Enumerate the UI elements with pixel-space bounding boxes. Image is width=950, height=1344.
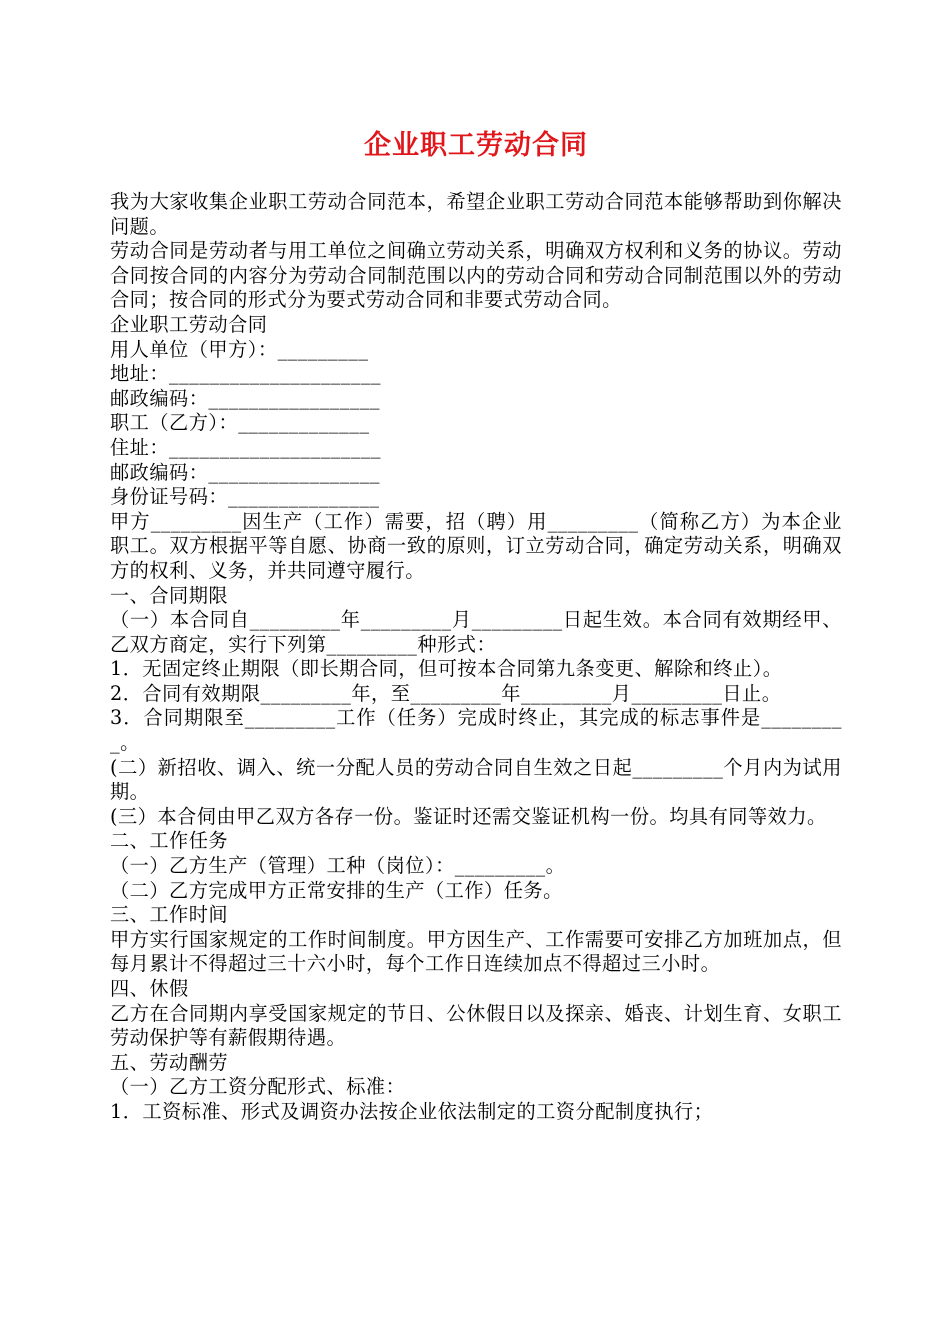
term-clause-3: (三）本合伺由甲乙双方各存一份。鉴证时还需交鉴证机构一份。均具有同等效力。 xyxy=(110,804,827,828)
section-heading-term: 一、合同期限 xyxy=(110,583,229,607)
term-option-1: 1．无固定终止期限（即长期合同，但可按本合同第九条变更、解除和终止）。 xyxy=(110,657,783,681)
section-heading-hours: 三、工作时间 xyxy=(110,903,229,927)
term-clause-1: （一）本合同自_________年_________月_________日起生效。本合同有效期经甲、乙双方商定，实行下列第_________种形式： xyxy=(110,608,842,656)
preamble-paragraph: 甲方_________因生产（工作）需要，招（聘）用_________（简称乙方）为本企业职工。双方根据平等自愿、协商一致的原则，订立劳动合同，确定劳动关系，明确双方的权利、义务，并共同遵守履行。 xyxy=(110,509,842,582)
section-heading-leave: 四、休假 xyxy=(110,977,189,1000)
section-heading-pay: 五、劳动酬劳 xyxy=(110,1050,229,1074)
term-option-3: 3．合同期限至_________工作（任务）完成时终止，其完成的标志事件是_________。 xyxy=(110,706,842,755)
task-clause-2: （二）乙方完成甲方正常安排的生产（工作）任务。 xyxy=(110,878,563,902)
term-clause-2: (二）新招收、调入、统一分配人员的劳动合同自生效之日起_________个月内为试用期。 xyxy=(110,755,842,804)
id-number-field: 身份证号码：_______________ xyxy=(110,485,380,509)
employer-field: 用人单位（甲方）：_________ xyxy=(110,337,369,361)
pay-clause-1: （一）乙方工资分配形式、标准： xyxy=(110,1075,406,1099)
employee-field: 职工（乙方）：_____________ xyxy=(110,411,370,435)
employee-postcode-field: 邮政编码：_________________ xyxy=(110,460,381,484)
hours-paragraph: 甲方实行国家规定的工作时间制度。甲方因生产、工作需要可安排乙方加班加点，但每月累计不得超过三十六小时，每个工作日连续加点不得超过三小时。 xyxy=(110,927,842,976)
term-option-2: 2．合同有效期限_________年，至_________年_________月_________日止。 xyxy=(110,681,782,705)
contract-page xyxy=(110,128,842,1125)
employer-address-field: 地址：_____________________ xyxy=(110,362,382,386)
task-clause-1: （一）乙方生产（管理）工种（岗位）：_________。 xyxy=(110,854,566,878)
section-heading-tasks: 二、工作任务 xyxy=(110,829,229,853)
contract-subtitle: 企业职工劳动合同 xyxy=(110,312,268,336)
pay-item-1: 1．工资标准、形式及调资办法按企业依法制定的工资分配制度执行； xyxy=(110,1099,714,1123)
document-title: 企业职工劳动合同 xyxy=(364,130,588,161)
document-body xyxy=(110,190,842,1125)
leave-paragraph: 乙方在合同期内享受国家规定的节日、公休假日以及探亲、婚丧、计划生育、女职工劳动保护等有薪假期待遇。 xyxy=(110,1001,842,1050)
intro-paragraph: 我为大家收集企业职工劳动合同范本，希望企业职工劳动合同范本能够帮助到你解决问题。 xyxy=(110,190,842,238)
employee-address-field: 住址：_____________________ xyxy=(110,435,382,459)
definition-paragraph: 劳动合同是劳动者与用工单位之间确立劳动关系，明确双方权利和义务的协议。劳动合同按合同的内容分为劳动合同制范围以内的劳动合同和劳动合同制范围以外的劳动合同；按合同的形式分为要式劳动合同和非要式劳动合同。 xyxy=(110,239,842,312)
employer-postcode-field: 邮政编码：_________________ xyxy=(110,386,381,410)
